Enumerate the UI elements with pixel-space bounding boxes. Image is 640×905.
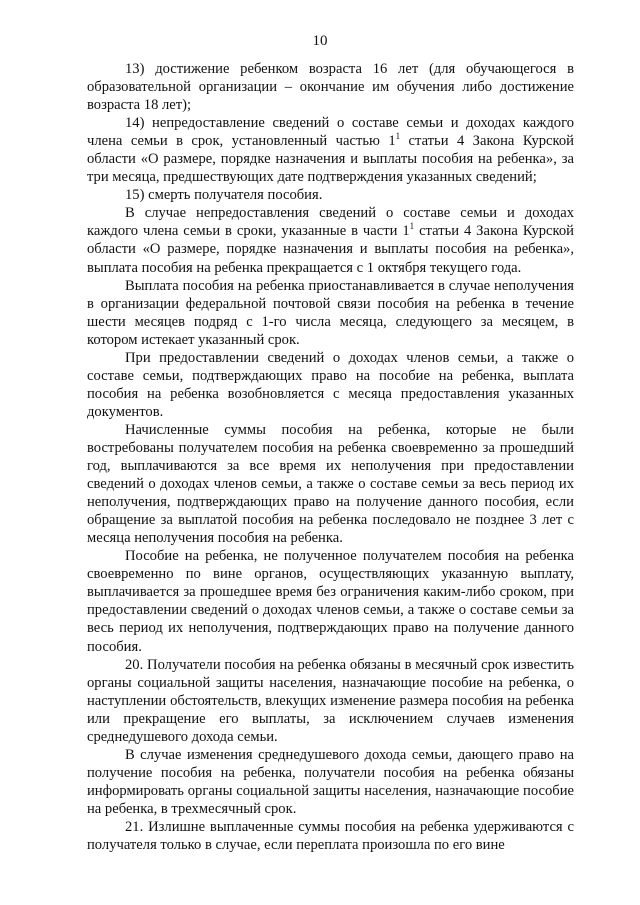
paragraph-text: статьи 4 Закона Курской области «О размере, порядке назначения и выплаты пособия на ребенка», за три месяца, предшествующих дате подтверждения указанных сведений;: [87, 133, 574, 186]
paragraph-item-21: 21. Излишне выплаченные суммы пособия на ребенка удерживаются с получателя только в случае, если переплата произошла по его вине: [87, 818, 574, 854]
paragraph-text: В случае непредоставления сведений о составе семьи и доходах каждого члена семьи в сроки, указанные в части 1: [87, 205, 574, 240]
paragraph-item-15: 15) смерть получателя пособия.: [125, 187, 323, 204]
paragraph-text: статьи 4 Закона Курской области «О размере, порядке назначения и выплаты пособия на ребенка», выплата пособия на ребенка прекращается с 1 октября текущего года.: [87, 223, 574, 276]
document-body: [87, 60, 574, 854]
paragraph-item-14: [87, 114, 574, 186]
superscript-number: 1: [409, 221, 415, 232]
paragraph-unclaimed-sums: Начисленные суммы пособия на ребенка, которые не были востребованы получателем пособия на ребенка своевременно за прошедший год, выплачиваются за все время их неполучения при предоставлении сведений о доходах членов семьи, а также о составе семьи за весь период их неполучения, подтверждающих право на получение данного пособия, если обращение за выплатой пособия на ребенка последовало не позднее 3 лет с месяца неполучения пособия на ребенка.: [87, 421, 574, 547]
paragraph-item-13: 13) достижение ребенком возраста 16 лет (для обучающегося в образовательной организации – окончание им обучения либо достижение возраста 18 лет);: [87, 61, 574, 114]
paragraph-income-change: В случае изменения среднедушевого дохода семьи, дающего право на получение пособия на ребенка, получатели пособия на ребенка обязаны информировать органы социальной защиты населения, назначающие пособие на ребенка, в трехмесячный срок.: [87, 746, 574, 817]
paragraph-nonsubmission: [87, 204, 574, 276]
paragraph-suspension: Выплата пособия на ребенка приостанавливается в случае неполучения в организации федеральной почтовой связи пособия на ребенка в течение шести месяцев подряд с 1-го числа месяца, следующего за месяцем, в котором истекает указанный срок.: [87, 277, 574, 348]
page-number: 10: [312, 33, 328, 49]
paragraph-item-20: 20. Получатели пособия на ребенка обязаны в месячный срок известить органы социальной защиты населения, назначающие пособие на ребенка, о наступлении обстоятельств, влекущих изменение размера пособия на ребенка или прекращение его выплаты, за исключением случаев изменения среднедушевого дохода семьи.: [87, 656, 574, 745]
paragraph-agency-fault: Пособие на ребенка, не полученное получателем пособия на ребенка своевременно по вине органов, осуществляющих указанную выплату, выплачивается за прошедшее время без ограничения каким-либо сроком, при предоставлении сведений о доходах членов семьи, а также о составе семьи за весь период их неполучения, подтверждающих право на получение данного пособия.: [87, 548, 574, 655]
paragraph-text: 14) непредоставление сведений о составе семьи и доходах каждого члена семьи в срок, установленный частью 1: [87, 115, 574, 150]
paragraph-resumption: При предоставлении сведений о доходах членов семьи, а также о составе семьи, подтверждающих право на пособие на ребенка, выплата пособия на ребенка возобновляется с месяца предоставления указанных документов.: [87, 349, 574, 420]
superscript-number: 1: [395, 131, 401, 142]
